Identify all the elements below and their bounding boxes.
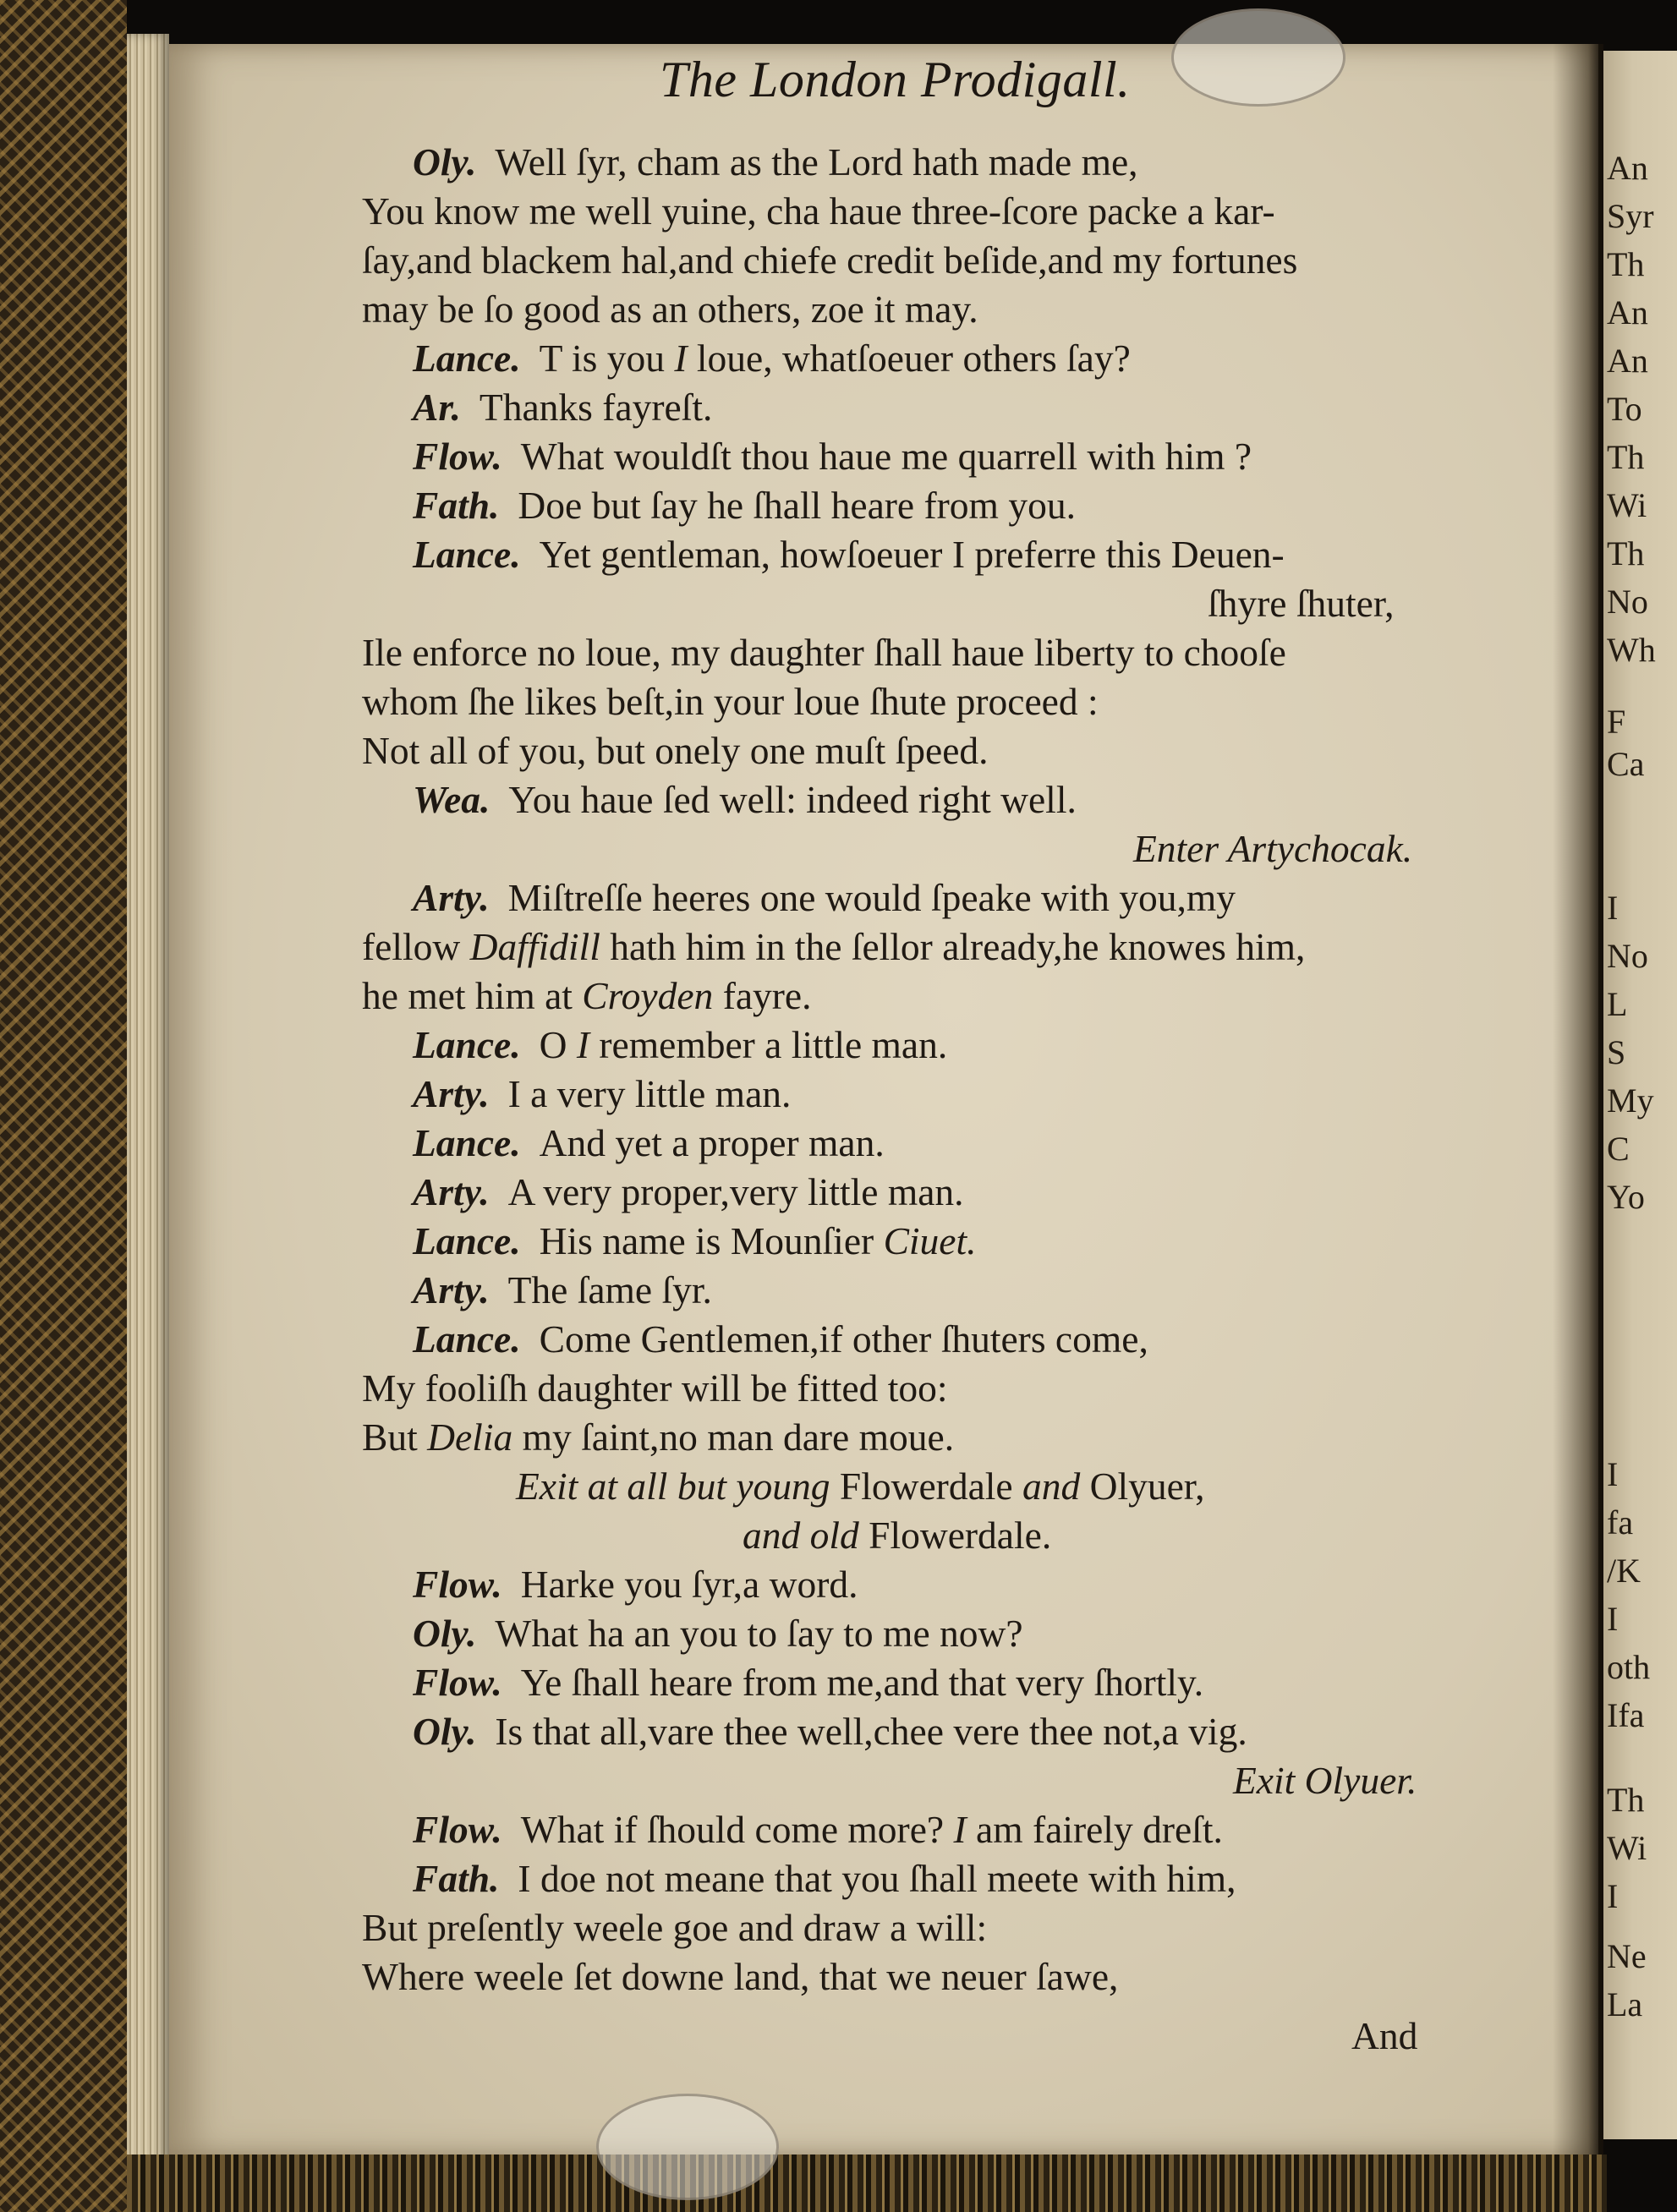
next-page-fragment: /K: [1607, 1552, 1641, 1590]
next-page-fragment: I: [1607, 1455, 1619, 1493]
text-line: Flow. What if ſhould come more? I am fairely dreſt.: [413, 1808, 1223, 1851]
text-line: But preſently weele goe and draw a will:: [362, 1906, 988, 1949]
text-line: Where weele ſet downe land, that we neuer ſawe,: [362, 1955, 1119, 1998]
next-page-fragment: Th: [1607, 245, 1645, 283]
text-line: may be ſo good as an others, zoe it may.: [362, 287, 978, 331]
text-line: Oly. Is that all,vare thee well,chee vere thee not,a vig.: [413, 1710, 1247, 1753]
text-line: Oly. Well ſyr, cham as the Lord hath made me,: [413, 140, 1138, 183]
next-page-fragment: oth: [1607, 1648, 1651, 1686]
next-page-fragment: Ca: [1607, 745, 1645, 783]
next-page-fragment: F: [1607, 703, 1626, 741]
text-line: But Delia my ſaint,no man dare moue.: [362, 1415, 955, 1459]
text-line: Fath. I doe not meane that you ſhall meete with him,: [413, 1857, 1236, 1900]
text-line: ſay,and blackem hal,and chiefe credit beſide,and my fortunes: [362, 238, 1298, 282]
stage-direction: and old Flowerdale.: [743, 1514, 1052, 1557]
next-page-fragment: Ne: [1607, 1937, 1647, 1975]
text-line: Lance. His name is Mounſier Ciuet.: [413, 1219, 977, 1262]
text-line: Arty. I a very little man.: [413, 1072, 792, 1115]
next-page-fragment: An: [1607, 293, 1648, 331]
text-line: Ile enforce no loue, my daughter ſhall haue liberty to chooſe: [362, 631, 1286, 674]
book-binding: [0, 0, 127, 2212]
text-line: My fooliſh daughter will be fitted too:: [362, 1366, 948, 1410]
next-page-fragment: Ifa: [1607, 1696, 1645, 1734]
next-page-fragment: To: [1607, 390, 1642, 428]
page-clamp: [596, 2094, 779, 2200]
stage-direction: Exit at all but young Flowerdale and Olyuer,: [516, 1465, 1205, 1508]
next-page-fragment: No: [1607, 937, 1648, 975]
stage-direction: Enter Artychocak.: [1133, 827, 1413, 870]
next-page-fragment: Syr: [1607, 197, 1654, 235]
text-line: Lance. T is you I loue, whatſoeuer others ſay?: [413, 337, 1131, 380]
next-page-fragment: Th: [1607, 438, 1645, 476]
text-line: Lance. O I remember a little man.: [413, 1023, 948, 1066]
text-line: You know me well yuine, cha haue three-ſcore packe a kar-: [362, 189, 1275, 233]
text-line: Arty. Miſtreſſe heeres one would ſpeake with you,my: [413, 876, 1236, 919]
next-page-fragment: C: [1607, 1130, 1630, 1168]
next-page-fragment: Wi: [1607, 486, 1647, 524]
next-page-fragment: No: [1607, 583, 1648, 621]
text-line: Ar. Thanks fayreſt.: [413, 386, 713, 429]
next-page-fragment: Th: [1607, 534, 1645, 572]
text-line: fellow Daffidill hath him in the ſellor already,he knowes him,: [362, 925, 1306, 968]
text-line: Flow. Ye ſhall heare from me,and that very ſhortly.: [413, 1661, 1204, 1704]
text-line: Lance. Come Gentlemen,if other ſhuters come,: [413, 1317, 1148, 1361]
text-line: Arty. A very proper,very little man.: [413, 1170, 964, 1213]
text-line: Flow. Harke you ſyr,a word.: [413, 1563, 858, 1606]
next-page-fragment: fa: [1607, 1503, 1634, 1541]
text-line: Arty. The ſame ſyr.: [413, 1268, 712, 1311]
next-page-fragment: La: [1607, 1985, 1643, 2023]
next-page-fragment: I: [1607, 1877, 1619, 1915]
running-header: The London Prodigall.: [660, 52, 1131, 107]
bottom-binding: [127, 2155, 1607, 2212]
next-page-fragment: L: [1607, 985, 1628, 1023]
text-line: ſhyre ſhuter,: [1208, 582, 1395, 625]
page-gutter: [1553, 44, 1603, 2156]
text-line: Wea. You haue ſed well: indeed right well.: [413, 778, 1077, 821]
page-edges: [127, 34, 169, 2182]
next-page-fragment: Yo: [1607, 1178, 1645, 1216]
catchword: And: [1351, 2014, 1418, 2057]
next-page-fragment: S: [1607, 1033, 1626, 1071]
text-line: Oly. What ha an you to ſay to me now?: [413, 1612, 1023, 1655]
text-line: Flow. What wouldſt thou haue me quarrell with him ?: [413, 435, 1252, 478]
text-line: he met him at Croyden fayre.: [362, 974, 812, 1017]
next-page-fragment: I: [1607, 889, 1619, 927]
text-line: Fath. Doe but ſay he ſhall heare from you.: [413, 484, 1076, 527]
next-page-fragment: An: [1607, 342, 1648, 380]
text-line: whom ſhe likes beſt,in your loue ſhute proceed :: [362, 680, 1099, 723]
text-line: Not all of you, but onely one muſt ſpeed.: [362, 729, 989, 772]
text-line: Lance. And yet a proper man.: [413, 1121, 885, 1164]
next-page-fragment: I: [1607, 1600, 1619, 1638]
next-page-fragment: Wi: [1607, 1829, 1647, 1867]
next-page-fragment: Th: [1607, 1781, 1645, 1819]
next-page-fragment: Wh: [1607, 631, 1656, 669]
page-clamp: [1171, 8, 1345, 107]
next-page-fragment: My: [1607, 1081, 1654, 1120]
text-line: Lance. Yet gentleman, howſoeuer I preferre this Deuen-: [413, 533, 1285, 576]
next-page-fragment: An: [1607, 149, 1648, 187]
stage-direction: Exit Olyuer.: [1233, 1759, 1417, 1802]
